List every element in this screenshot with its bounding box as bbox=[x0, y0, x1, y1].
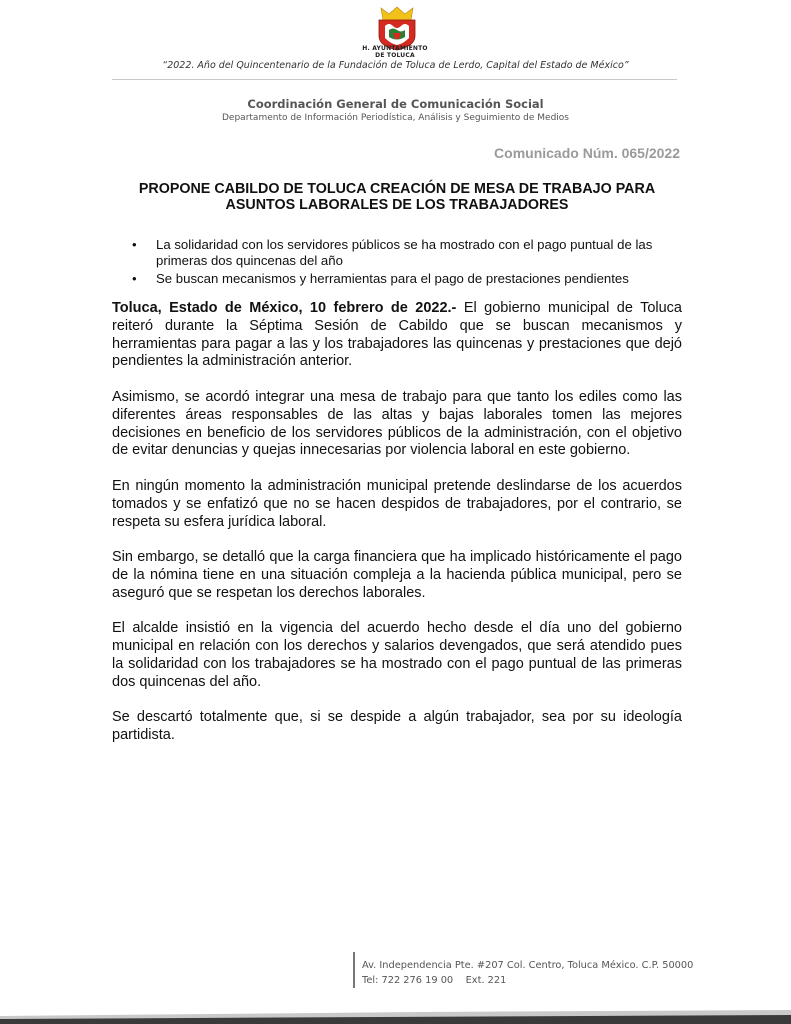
bullet-text: La solidaridad con los servidores públicos se ha mostrado con el pago puntual de las primeras dos quincenas del año bbox=[156, 237, 653, 268]
summary-bullets bbox=[112, 237, 682, 290]
bullet-dot-icon: • bbox=[132, 237, 137, 252]
paragraph-3: En ningún momento la administración municipal pretende deslindarse de los acuerdos tomados y se enfatizó que no se hacen despidos de trabajadores, por el contrario, se respeta su esfera jurídica laboral. bbox=[112, 477, 682, 530]
headline-line1: PROPONE CABILDO DE TOLUCA CREACIÓN DE MESA DE TRABAJO PARA bbox=[138, 181, 656, 197]
paragraph-6: Se descartó totalmente que, si se despide a algún trabajador, sea por su ideología partidista. bbox=[112, 709, 682, 744]
year-motto: “2022. Año del Quincentenario de la Fundación de Toluca de Lerdo, Capital del Estado de México” bbox=[162, 60, 629, 71]
office-subtitle: Departamento de Información Periodística, Análisis y Seguimiento de Medios bbox=[222, 113, 569, 123]
paragraph-1 bbox=[112, 300, 682, 371]
paragraph-5: El alcalde insistió en la vigencia del acuerdo hecho desde el día uno del gobierno municipal en relación con los derechos y salarios devengados, que será atendido pues la solidaridad con los trabajadores se ha mostrado con el pago puntual de las primeras dos quincenas del año. bbox=[112, 620, 682, 690]
bullet-text: Se buscan mecanismos y herramientas para el pago de prestaciones pendientes bbox=[156, 271, 629, 286]
logo-caption-line2: DE TOLUCA bbox=[375, 52, 415, 59]
communique-number: Comunicado Núm. 065/2022 bbox=[494, 145, 680, 161]
header-divider bbox=[112, 79, 677, 80]
paragraph-text: El gobierno municipal de Toluca reiteró durante la Séptima Sesión de Cabildo que se buscan mecanismos y herramientas para pagar a las y los trabajadores las quincenas y prestaciones que dejó pendientes la administración anterior. bbox=[112, 300, 682, 370]
bullet-item bbox=[112, 237, 682, 268]
bullet-item bbox=[112, 271, 682, 287]
article-body bbox=[112, 300, 682, 763]
headline-line2: ASUNTOS LABORALES DE LOS TRABAJADORES bbox=[225, 197, 569, 213]
footer-decorative-band bbox=[0, 1010, 791, 1024]
footer-phone: Tel: 722 276 19 00 Ext. 221 bbox=[362, 975, 507, 986]
headline bbox=[112, 181, 682, 213]
dateline: Toluca, Estado de México, 10 febrero de 2022.- bbox=[112, 300, 457, 316]
footer-address: Av. Independencia Pte. #207 Col. Centro, Toluca México. C.P. 50000 bbox=[362, 960, 694, 971]
office-title: Coordinación General de Comunicación Social bbox=[247, 97, 544, 111]
logo-caption-line1: H. AYUNTAMIENTO bbox=[362, 45, 428, 52]
footer-divider bbox=[353, 952, 355, 988]
paragraph-4: Sin embargo, se detalló que la carga financiera que ha implicado históricamente el pago de la nómina tiene en una situación compleja a la hacienda pública municipal, pero se aseguró que se respetan los derechos laborales. bbox=[112, 549, 682, 601]
paragraph-2: Asimismo, se acordó integrar una mesa de trabajo para que tanto los ediles como las diferentes áreas responsables de las altas y bajas laborales tomen las mejores decisiones en beneficio de los servidores públicos de la administración, con el objetivo de evitar denuncias y quejas innecesarias por violencia laboral en este gobierno. bbox=[112, 388, 682, 459]
bullet-dot-icon: • bbox=[132, 271, 137, 286]
